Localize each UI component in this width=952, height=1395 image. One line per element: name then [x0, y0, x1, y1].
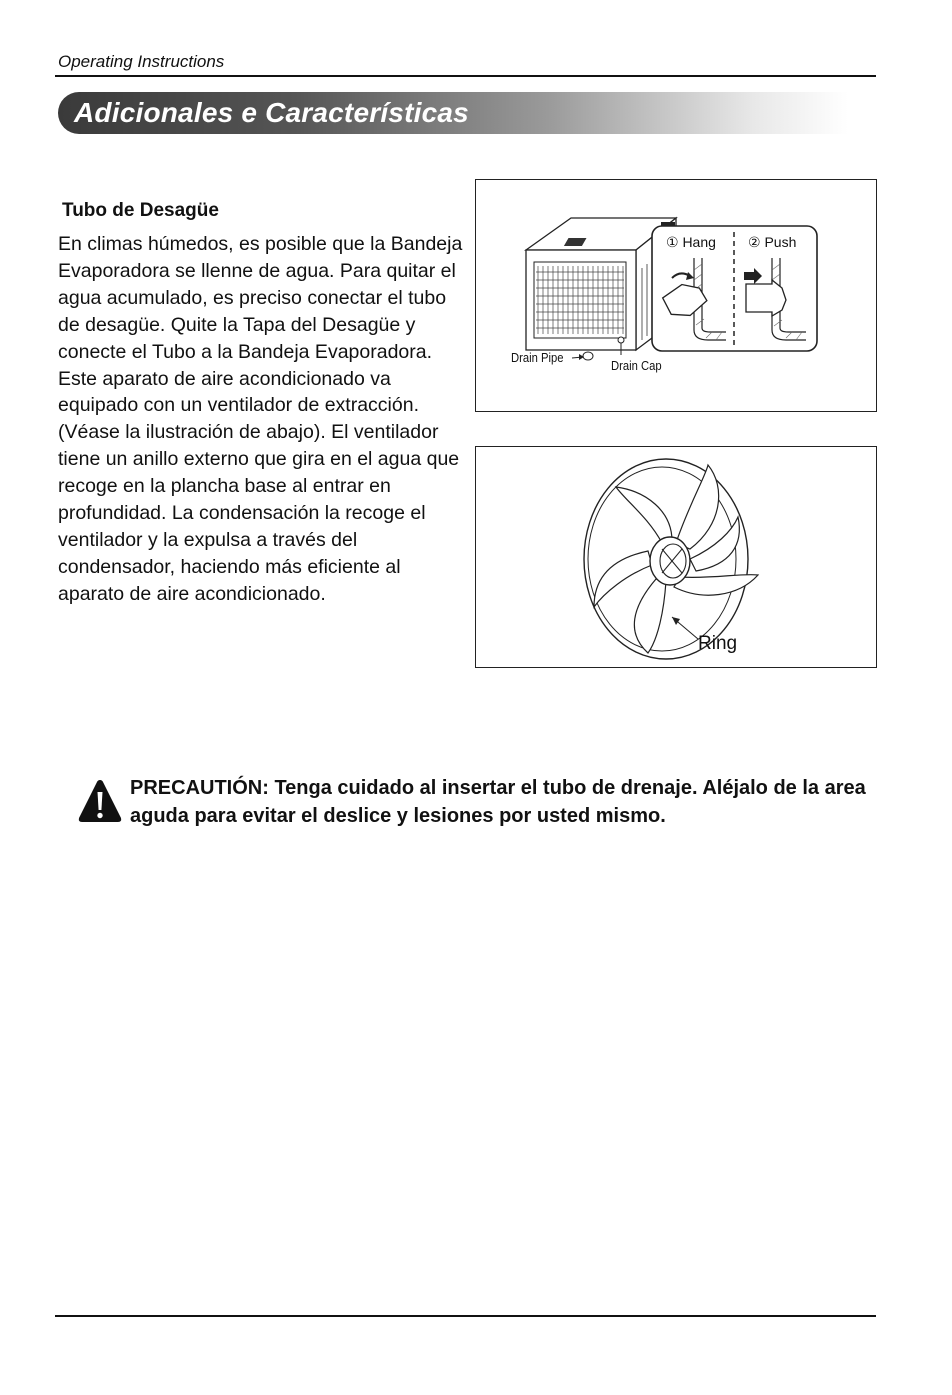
drain-cap-label: Drain Cap: [611, 359, 662, 373]
title-banner: [58, 92, 848, 134]
caution-text: PRECAUTIÓN: Tenga cuidado al insertar el tubo de drenaje. Aléjalo de la area aguda para evitar el deslice y lesiones por usted mismo.: [130, 777, 866, 827]
fan-illustration: [476, 447, 876, 667]
section-heading: Tubo de Desagüe: [62, 200, 219, 221]
body-paragraph: En climas húmedos, es posible que la Bandeja Evaporadora se llenne de agua. Para quitar el agua acumulado, es preciso conectar el tubo de desagüe. Quite la Tapa del Desagüe y conecte el Tubo a la Bandeja Evaporadora. Este aparato de aire acondicionado va equipado con un ventilador de extracción. (Véase la ilustración de abajo). El ventilador tiene un anillo externo que gira en el agua que recoge en la plancha base al entrar en profundidad. La condensación la recoge el ventilador y la expulsa a través del condensador, haciendo más eficiente al aparato de aire acondicionado.: [58, 233, 463, 605]
drain-figure: [475, 179, 877, 412]
running-header: Operating Instructions: [58, 52, 225, 71]
footer-rule: [55, 1315, 876, 1317]
fan-figure: [475, 446, 877, 668]
hang-label: ① Hang: [666, 234, 716, 250]
air-conditioner-illustration: [476, 180, 876, 411]
push-label: ② Push: [748, 234, 797, 250]
page-title: Adicionales e Características: [74, 97, 469, 128]
ring-label: Ring: [698, 633, 738, 654]
drain-pipe-label: Drain Pipe: [511, 351, 564, 365]
warning-triangle-icon: [77, 778, 123, 824]
header-rule: [55, 75, 876, 77]
